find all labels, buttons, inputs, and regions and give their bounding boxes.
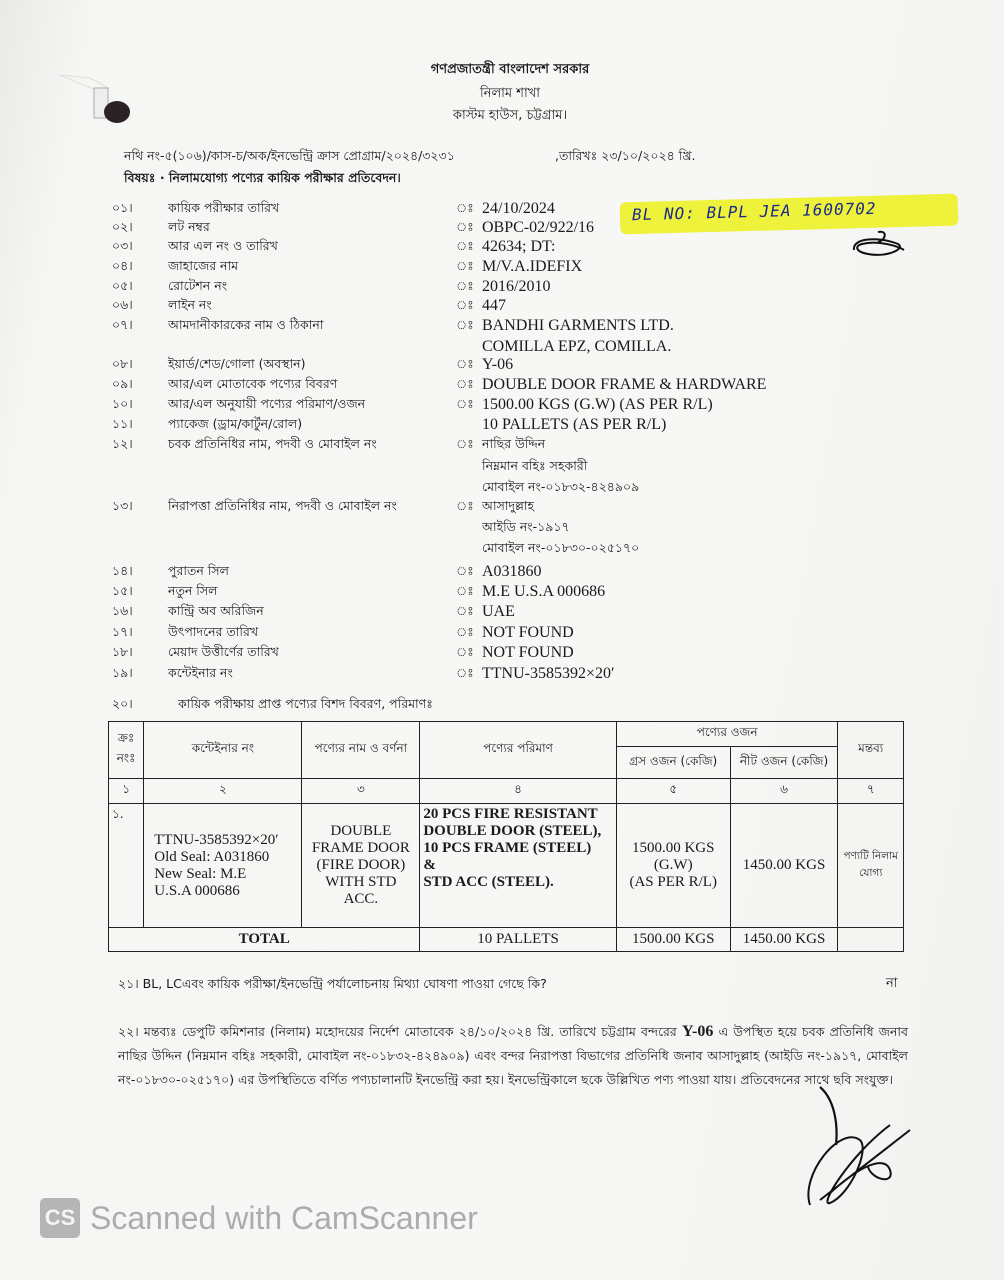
remarks-22: ২২। মন্তব্যঃ ডেপুটি কমিশনার (নিলাম) মহোদয়ের নির্দেশ মোতাবেক ২৪/১০/২০২৪ খ্রি. তারিখে চট্টগ্রাম বন্দরের Y-06 এ উপস্থিত হয়ে চবক প্রতিনিধি জনাব নাছির উদ্দিন (নিম্নমান বহিঃ সহকারী, মোবাইল নং-০১৮৩২-৪২৪৯০৯) এবং বন্দর নিরাপত্তা বিভাগের প্রতিনিধি জনাব আসাদুল্লাহ (আইডি নং-১৯১৭, মোবাইল নং-০১৮৩০-০২৫১৭০) এর উপস্থিতিতে বর্ণিত পণ্যচালানটি ইনভেন্ট্রি করা হয়। ইনভেন্ট্রিকালে ছকে উল্লিখিত পণ্য পাওয়া যায়। প্রতিবেদনের সাথে ছবি সংযুক্ত। — [118, 1023, 908, 1087]
cell-remarks: পণ্যটি নিলাম যোগ্য — [838, 804, 904, 928]
col-num: ৭ — [838, 779, 904, 804]
th-quantity: পণ্যের পরিমাণ — [420, 722, 616, 779]
question-21: ২১। BL, LCএবং কায়িক পরীক্ষা/ইনভেন্ট্রি পর্যালোচনায় মিথ্যা ঘোষণা পাওয়া গেছে কি? — [118, 976, 547, 991]
yard-number: Y-06 — [681, 1023, 714, 1040]
total-label: TOTAL — [109, 928, 420, 952]
handwritten-initial — [848, 228, 910, 262]
col-num: ৩ — [302, 779, 420, 804]
th-sl: ক্রঃ নংঃ — [109, 722, 144, 779]
header-office: কাস্টম হাউস, চট্টগ্রাম। — [452, 108, 568, 123]
total-gross: 1500.00 KGS — [616, 928, 730, 952]
item-12-mobile: মোবাইল নং-০১৮৩২-৪২৪৯০৯ — [482, 479, 640, 494]
camscanner-logo: CS — [40, 1198, 80, 1238]
answer-21: না — [886, 976, 898, 991]
subject-text: · নিলামযোগ্য পণ্যের কায়িক পরীক্ষার প্রতিবেদন। — [159, 170, 401, 185]
header-government: গণপ্রজাতন্ত্রী বাংলাদেশ সরকার — [430, 62, 590, 77]
col-num: ২ — [144, 779, 302, 804]
col-num: ১ — [109, 779, 144, 804]
th-weight: পণ্যের ওজন — [616, 722, 838, 747]
cell-name: DOUBLE FRAME DOOR (FIRE DOOR) WITH STD ACC. — [302, 804, 420, 928]
file-date: ,তারিখঃ ২৩/১০/২০২৪ খ্রি. — [555, 148, 696, 163]
file-number: নথি নং-৫(১০৬)/কাস-চ/অক/ইনভেন্ট্রি ক্রাস প্রোগ্রাম/২০২৪/৩২৩১ — [124, 148, 455, 163]
col-num: ৪ — [420, 779, 616, 804]
col-num: ৬ — [730, 779, 838, 804]
th-container: কন্টেইনার নং — [144, 722, 302, 779]
item-12-designation: নিম্নমান বহিঃ সহকারী — [482, 458, 588, 473]
th-remarks: মন্তব্য — [838, 722, 904, 779]
watermark-text: Scanned with CamScanner — [90, 1199, 478, 1236]
signature — [790, 1085, 980, 1215]
cell-quantity: 20 PCS FIRE RESISTANT DOUBLE DOOR (STEEL), 10 PCS FRAME (STEEL) & STD ACC (STEEL). — [420, 804, 616, 928]
total-quantity: 10 PALLETS — [420, 928, 616, 952]
cell-net: 1450.00 KGS — [730, 804, 838, 928]
subject-label: বিষয়ঃ — [124, 170, 156, 185]
th-name: পণ্যের নাম ও বর্ণনা — [302, 722, 420, 779]
subject — [124, 170, 401, 190]
item-13-mobile: মোবাইল নং-০১৮৩০-০২৫১৭০ — [482, 540, 640, 555]
header-branch: নিলাম শাখা — [479, 86, 541, 101]
item-13-id: আইডি নং-১৯১৭ — [482, 519, 570, 534]
cell-container: TTNU-3585392×20′ Old Seal: A031860 New Seal: M.E U.S.A 000686 — [144, 804, 302, 928]
total-row — [109, 928, 904, 952]
cell-gross: 1500.00 KGS (G.W) (AS PER R/L) — [616, 804, 730, 928]
column-number-row — [109, 779, 904, 804]
item-07-address: COMILLA EPZ, COMILLA. — [482, 338, 672, 355]
cell-sl: ১. — [109, 804, 144, 928]
binder-clip-icon — [60, 70, 150, 140]
th-gross: গ্রস ওজন (কেজি) — [616, 747, 730, 779]
th-net: নীট ওজন (কেজি) — [730, 747, 838, 779]
inspection-table — [108, 721, 904, 952]
total-remarks — [838, 928, 904, 952]
camscanner-watermark — [40, 1198, 478, 1238]
col-num: ৫ — [616, 779, 730, 804]
total-net: 1450.00 KGS — [730, 928, 838, 952]
handwritten-bl-note: BL NO: BLPL JEA 1600702 — [631, 198, 877, 225]
table-row — [109, 804, 904, 928]
